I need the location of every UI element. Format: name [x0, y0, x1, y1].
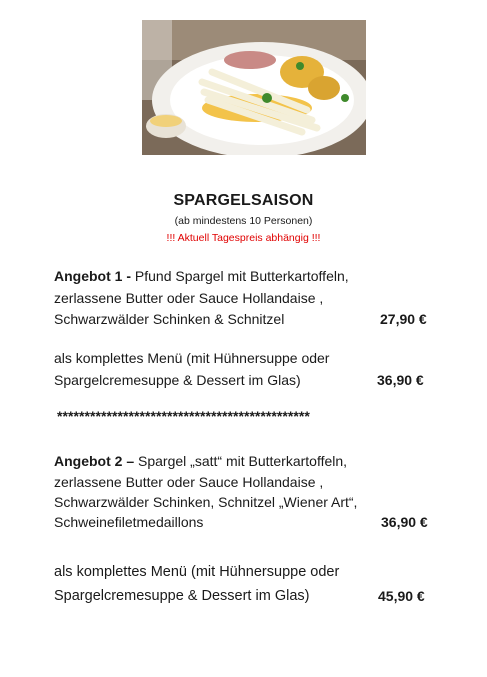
offer2-line3: Schwarzwälder Schinken, Schnitzel „Wiener Art“,: [54, 494, 358, 510]
minimum-persons-note: (ab mindestens 10 Personen): [174, 215, 313, 227]
offer1-line1-text: Pfund Spargel mit Butterkartoffeln,: [131, 268, 349, 284]
asparagus-dish-photo: [142, 20, 366, 155]
offer1-menu-line2: Spargelcremesuppe & Dessert im Glas): [54, 372, 301, 388]
offer2-line4: Schweinefiletmedaillons: [54, 514, 204, 530]
offer1-line3: Schwarzwälder Schinken & Schnitzel: [54, 311, 285, 327]
offer2-line1: [54, 453, 347, 469]
offer2-line2: zerlassene Butter oder Sauce Hollandaise ,: [54, 474, 324, 490]
offer2-menu-line1: als komplettes Menü (mit Hühnersuppe oder: [54, 564, 340, 580]
offer2-price: 36,90 €: [381, 514, 428, 530]
offer2-label: Angebot 2 –: [54, 453, 135, 469]
offer1-price: 27,90 €: [380, 311, 427, 327]
offer1-line1: [54, 268, 349, 284]
offer1-label: Angebot 1 -: [54, 268, 131, 284]
offer1-line2: zerlassene Butter oder Sauce Hollandaise ,: [54, 290, 324, 306]
offer1-menu-price: 36,90 €: [377, 372, 424, 388]
offer2-menu-price: 45,90 €: [378, 588, 425, 604]
daily-price-notice: !!! Aktuell Tagespreis abhängig !!!: [166, 232, 321, 244]
separator-line: **********************************************: [57, 408, 310, 424]
offer1-menu-line1: als komplettes Menü (mit Hühnersuppe oder: [54, 350, 330, 366]
page-title: SPARGELSAISON: [173, 192, 314, 209]
offer2-menu-line2: Spargelcremesuppe & Dessert im Glas): [54, 588, 310, 604]
offer2-line1-text: Spargel „satt“ mit Butterkartoffeln,: [134, 453, 348, 469]
